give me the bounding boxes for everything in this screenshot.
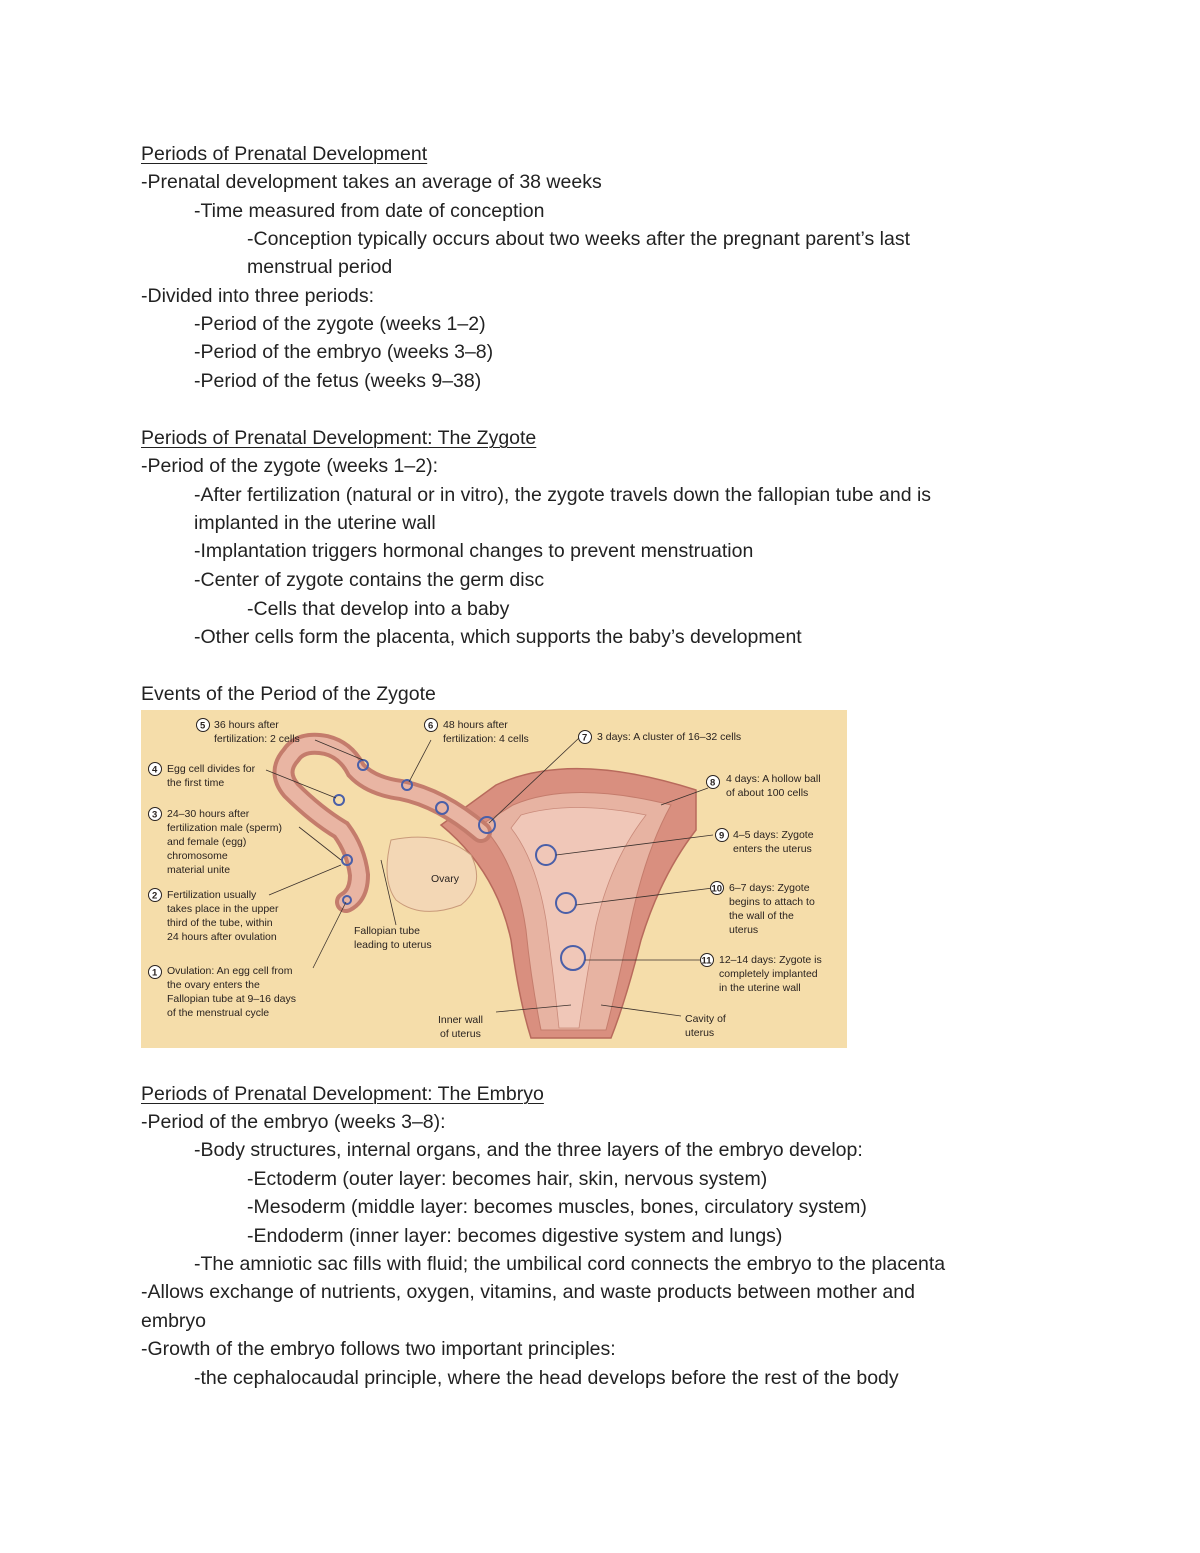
step-number: 2 <box>152 890 158 902</box>
label-fertilization: third of the tube, within <box>167 917 273 929</box>
label-cavity: uterus <box>685 1027 715 1039</box>
label-ovulation: of the menstrual cycle <box>167 1007 270 1019</box>
text-line: -Prenatal development takes an average of 38 weeks <box>141 171 602 193</box>
text-line: -The amniotic sac fills with fluid; the umbilical cord connects the embryo to the placenta <box>194 1253 946 1275</box>
text-line: -Growth of the embryo follows two important principles: <box>141 1338 616 1360</box>
label-6-7-days: begins to attach to <box>729 896 815 908</box>
label-fertilization: 24 hours after ovulation <box>167 931 277 943</box>
label-chromosomes: and female (egg) <box>167 836 247 848</box>
label-12-14-days: in the uterine wall <box>719 982 801 994</box>
label-6-7-days: 6–7 days: Zygote <box>729 882 810 894</box>
label-48-hours: fertilization: 4 cells <box>443 733 529 745</box>
label-first-division: the first time <box>167 777 225 789</box>
label-ovulation: Ovulation: An egg cell from <box>167 965 293 977</box>
label-fertilization: Fertilization usually <box>167 889 257 901</box>
label-inner-wall: of uterus <box>440 1028 481 1040</box>
text-line: -Conception typically occurs about two weeks after the pregnant parent’s last <box>247 228 910 250</box>
text-line: -Period of the embryo (weeks 3–8) <box>194 341 494 363</box>
text-line: -Period of the zygote (weeks 1–2) <box>194 313 486 335</box>
step-number: 9 <box>719 830 725 842</box>
step-number: 11 <box>701 955 712 967</box>
label-chromosomes: material unite <box>167 864 231 876</box>
text-line: -Endoderm (inner layer: becomes digestive system and lungs) <box>247 1225 783 1247</box>
text-line: -Ectoderm (outer layer: becomes hair, skin, nervous system) <box>247 1168 768 1190</box>
step-number: 6 <box>428 720 434 732</box>
text-line: -Time measured from date of conception <box>194 200 545 222</box>
label-3-days: 3 days: A cluster of 16–32 cells <box>597 731 742 743</box>
step-number: 8 <box>710 777 716 789</box>
label-12-14-days: 12–14 days: Zygote is <box>719 954 822 966</box>
step-number: 4 <box>152 764 158 776</box>
label-first-division: Egg cell divides for <box>167 763 256 775</box>
label-chromosomes: 24–30 hours after <box>167 808 250 820</box>
label-4-5-days: 4–5 days: Zygote <box>733 829 814 841</box>
text-line: -Center of zygote contains the germ disc <box>194 569 545 591</box>
text-line: -Divided into three periods: <box>141 285 375 307</box>
label-fallopian-tube: leading to uterus <box>354 939 432 951</box>
zygote-diagram <box>141 710 847 1048</box>
label-ovulation: Fallopian tube at 9–16 days <box>167 993 297 1005</box>
text-line: embryo <box>141 1310 207 1332</box>
ovary-label: Ovary <box>431 873 460 885</box>
section-heading-embryo: Periods of Prenatal Development: The Embryo <box>141 1083 544 1105</box>
text-line: implanted in the uterine wall <box>194 512 436 534</box>
step-number: 5 <box>200 720 206 732</box>
label-48-hours: 48 hours after <box>443 719 508 731</box>
text-line: -Period of the zygote (weeks 1–2): <box>141 455 438 477</box>
step-number: 3 <box>152 809 158 821</box>
text-line: -Other cells form the placenta, which supports the baby’s development <box>194 626 802 648</box>
label-4-days: 4 days: A hollow ball <box>726 773 821 785</box>
text-line: -After fertilization (natural or in vitro), the zygote travels down the fallopian tube and is <box>194 484 932 506</box>
section-heading-zygote: Periods of Prenatal Development: The Zygote <box>141 427 537 449</box>
text-line: menstrual period <box>247 256 393 278</box>
figure-caption: Events of the Period of the Zygote <box>141 683 436 705</box>
text-line: -Period of the embryo (weeks 3–8): <box>141 1111 446 1133</box>
label-cavity: Cavity of <box>685 1013 726 1025</box>
label-12-14-days: completely implanted <box>719 968 818 980</box>
label-4-days: of about 100 cells <box>726 787 809 799</box>
text-line: -Body structures, internal organs, and the three layers of the embryo develop: <box>194 1139 863 1161</box>
label-6-7-days: the wall of the <box>729 910 794 922</box>
label-chromosomes: fertilization male (sperm) <box>167 822 282 834</box>
label-36-hours: fertilization: 2 cells <box>214 733 300 745</box>
label-chromosomes: chromosome <box>167 850 228 862</box>
label-ovulation: the ovary enters the <box>167 979 260 991</box>
text-line: -Period of the fetus (weeks 9–38) <box>194 370 482 392</box>
label-4-5-days: enters the uterus <box>733 843 812 855</box>
text-line: -Implantation triggers hormonal changes to prevent menstruation <box>194 540 754 562</box>
text-line: -Cells that develop into a baby <box>247 598 510 620</box>
label-fallopian-tube: Fallopian tube <box>354 925 420 937</box>
label-6-7-days: uterus <box>729 924 759 936</box>
text-line: -Allows exchange of nutrients, oxygen, vitamins, and waste products between mother and <box>141 1281 915 1303</box>
step-number: 10 <box>711 883 723 895</box>
label-fertilization: takes place in the upper <box>167 903 279 915</box>
step-number: 1 <box>152 967 158 979</box>
text-line: -Mesoderm (middle layer: becomes muscles, bones, circulatory system) <box>247 1196 867 1218</box>
label-inner-wall: Inner wall <box>438 1014 483 1026</box>
step-number: 7 <box>582 732 588 744</box>
section-heading-prenatal-periods: Periods of Prenatal Development <box>141 143 428 165</box>
label-36-hours: 36 hours after <box>214 719 279 731</box>
text-line: -the cephalocaudal principle, where the head develops before the rest of the body <box>194 1367 899 1389</box>
